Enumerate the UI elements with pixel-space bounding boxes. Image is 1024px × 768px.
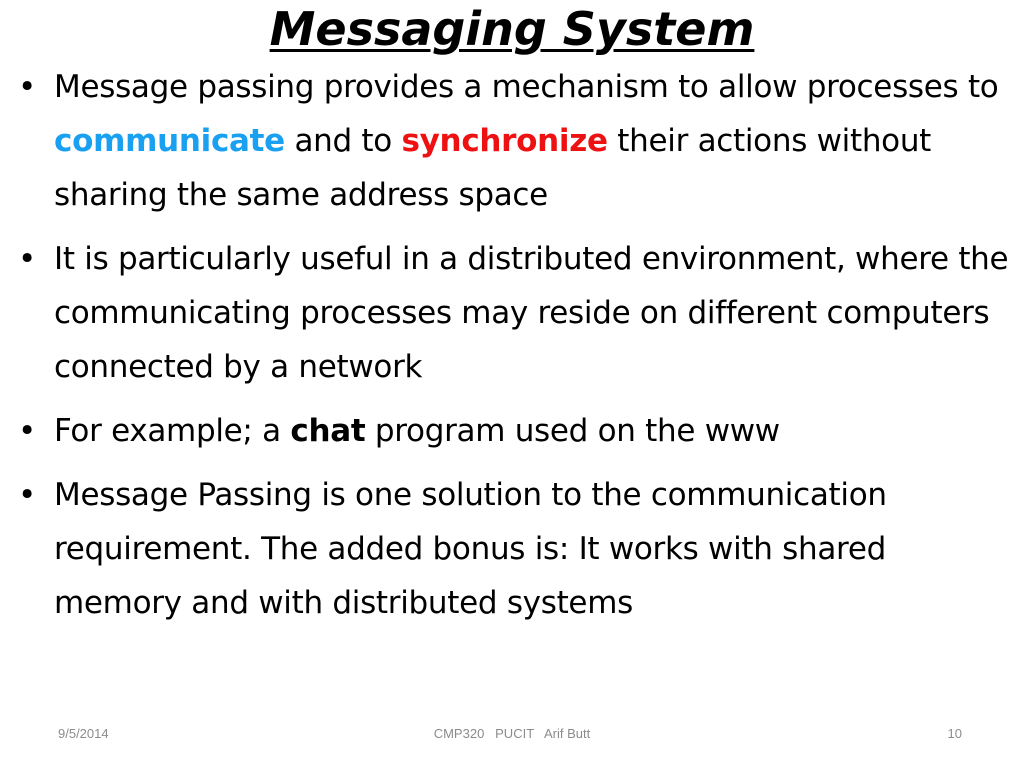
footer-date: 9/5/2014 [58, 726, 109, 741]
bullet-text: Message passing provides a mechanism to allow processes to [54, 69, 999, 105]
bullet-list [14, 60, 1014, 640]
bullet-text: their actions without sharing the same address space [54, 123, 932, 213]
footer-course-info: CMP320 PUCIT Arif Butt [433, 726, 591, 741]
bullet-text: For example; a [54, 413, 291, 449]
bullet-text: program used on the www [365, 413, 780, 449]
bullet-text: and to [284, 123, 402, 159]
bullet-icon: • [18, 477, 36, 513]
emphasis-chat: chat [290, 413, 366, 449]
bullet-text: It is particularly useful in a distributed environment, where the communicating processes may reside on different computers connected by a network [54, 241, 1009, 385]
bullet-item-4 [14, 468, 1014, 630]
emphasis-synchronize: synchronize [401, 123, 608, 159]
bullet-icon: • [18, 241, 36, 277]
footer-page-number: 10 [947, 726, 962, 741]
bullet-icon: • [18, 413, 36, 449]
bullet-item-1 [14, 60, 1014, 222]
bullet-icon: • [18, 69, 36, 105]
slide-title: Messaging System [269, 2, 755, 56]
bullet-item-3 [14, 404, 1014, 458]
emphasis-communicate: communicate [54, 123, 285, 159]
bullet-item-2 [14, 232, 1014, 394]
bullet-text: Message Passing is one solution to the communication requirement. The added bonus is: It works with shared memory and with distributed systems [54, 477, 887, 621]
